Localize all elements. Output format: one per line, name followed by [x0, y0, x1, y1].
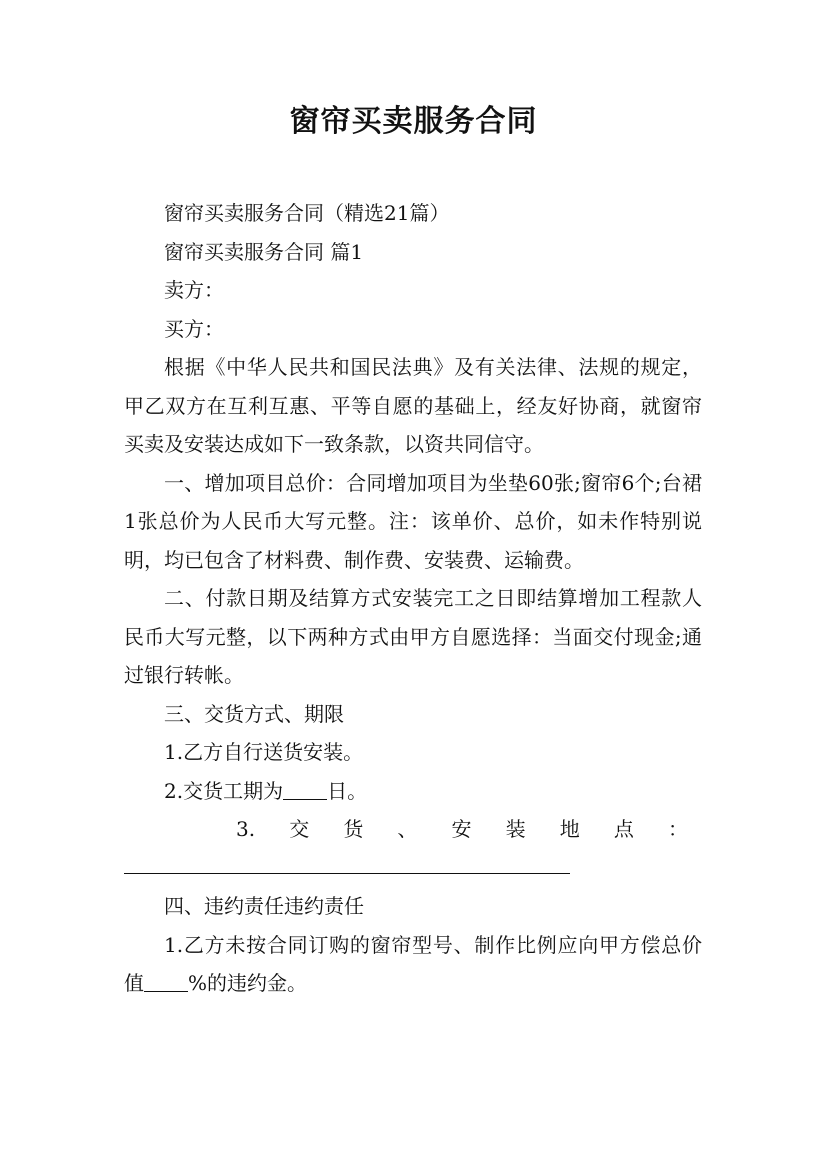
paragraph-clause-4-1 — [124, 926, 702, 1003]
paragraph-subtitle: 窗帘买卖服务合同（精选21篇） — [164, 201, 450, 225]
document-body — [124, 194, 702, 1003]
address-blank-line — [124, 849, 702, 888]
text-segment: 1.乙方未按合同订购的窗帘型号、制作比例应向甲方偿总价值 — [124, 932, 702, 995]
text-segment: 日。 — [327, 778, 368, 803]
paragraph-clause-1: 一、增加项目总价：合同增加项目为坐垫60张;窗帘6个;台裙1张总价为人民币大写元整。注：该单价、总价，如未作特别说明，均已包含了材料费、制作费、安装费、运输费。 — [124, 470, 702, 572]
paragraph-buyer: 买方： — [164, 316, 224, 341]
spaced-char: 交 — [289, 817, 310, 841]
spaced-char: 货 — [343, 817, 364, 841]
spaced-char: 点 — [613, 817, 634, 841]
paragraph-section-heading: 窗帘买卖服务合同 篇1 — [164, 239, 364, 264]
spaced-char: ： — [667, 817, 688, 841]
fill-in-blank — [144, 971, 188, 992]
paragraph-preamble: 根据《中华人民共和国民法典》及有关法律、法规的规定，甲乙双方在互利互惠、平等自愿的基础上，经友好协商，就窗帘买卖及安装达成如下一致条款，以资共同信守。 — [124, 355, 702, 456]
text-segment: 2.交货工期为 — [164, 778, 284, 803]
paragraph-clause-4: 四、违约责任违约责任 — [164, 894, 364, 918]
paragraph-clause-3-1: 1.乙方自行送货安装。 — [164, 740, 364, 764]
fill-in-blank — [283, 779, 327, 800]
underline-rule — [124, 873, 570, 874]
paragraph-clause-3: 三、交货方式、期限 — [164, 701, 344, 726]
paragraph-clause-3-3 — [124, 810, 702, 849]
spaced-char: 装 — [505, 817, 526, 841]
paragraph-clause-3-2 — [124, 772, 702, 811]
spaced-char: 地 — [559, 817, 580, 841]
text-segment: %的违约金。 — [188, 971, 308, 995]
paragraph-clause-2: 二、付款日期及结算方式安装完工之日即结算增加工程款人民币大写元整，以下两种方式由甲方自愿选择：当面交付现金;通过银行转帐。 — [124, 586, 702, 687]
spaced-char: 安 — [451, 817, 472, 841]
spaced-char: 、 — [397, 817, 418, 841]
spaced-char: 3. — [236, 817, 256, 841]
paragraph-seller: 卖方： — [164, 278, 224, 302]
document-title: 窗帘买卖服务合同 — [289, 104, 538, 139]
